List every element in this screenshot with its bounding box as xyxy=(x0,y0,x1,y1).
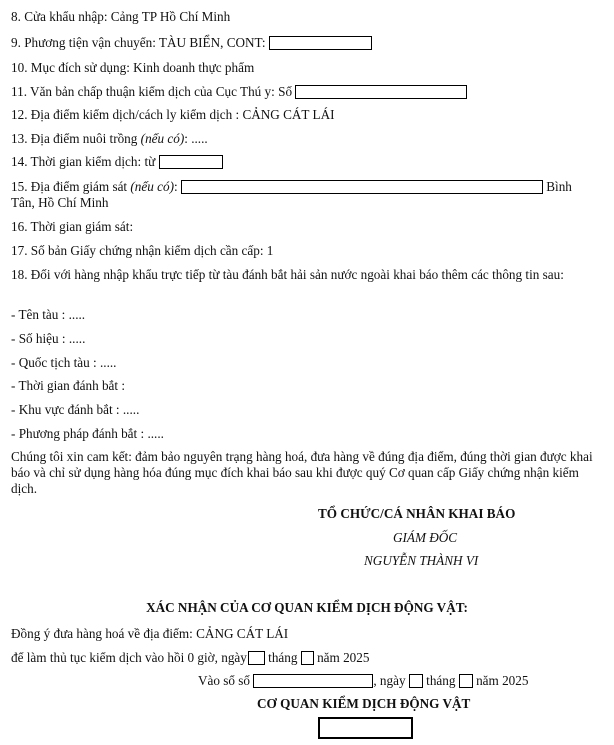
item-14-label: 14. Thời gian kiểm dịch: từ xyxy=(11,154,156,169)
item-15-suffix: : xyxy=(173,179,178,194)
item-14 xyxy=(11,154,223,170)
item-15-after: Bình xyxy=(546,179,572,194)
item-13-prefix: 13. Địa điểm nuôi trồng xyxy=(11,131,141,146)
commitment-paragraph: Chúng tôi xin cam kết: đảm bảo nguyên trạng hàng hoá, đưa hàng về đúng địa điểm, đúng thời gian được khai báo và chỉ sử dụng hàng hóa đúng mục đích khai báo sau khi được quý Cơ quan cấp Giấy chứng nhận kiểm dịch. xyxy=(11,449,593,496)
redacted-box xyxy=(253,674,373,688)
item-11-label: 11. Văn bản chấp thuận kiểm dịch của Cục Thú y: Số xyxy=(11,84,293,99)
item-10: 10. Mục đích sử dụng: Kinh doanh thực phẩm xyxy=(11,60,255,75)
item-9-label: 9. Phương tiện vận chuyển: TÀU BIỂN, CONT: xyxy=(11,35,266,50)
item-18: 18. Đối với hàng nhập khẩu trực tiếp từ tàu đánh bắt hải sản nước ngoài khai báo thêm các thông tin sau: xyxy=(11,267,564,282)
item-15 xyxy=(11,179,572,195)
redacted-box xyxy=(269,36,372,50)
confirmation-line-3-a: Vào sổ số xyxy=(198,673,251,688)
declarant-name: NGUYỄN THÀNH VI xyxy=(364,553,479,568)
fishing-vessel-name: - Tên tàu : ..... xyxy=(11,307,86,322)
redacted-box xyxy=(295,85,467,99)
declarant-org: TỔ CHỨC/CÁ NHÂN KHAI BÁO xyxy=(318,506,516,521)
confirmation-line-3 xyxy=(198,673,528,689)
item-15-line2: Tân, Hồ Chí Minh xyxy=(11,195,109,210)
redacted-box xyxy=(248,651,265,665)
confirmation-line-2-a: để làm thủ tục kiểm dịch vào hồi 0 giờ, ngày xyxy=(11,650,247,665)
fishing-area: - Khu vực đánh bắt : ..... xyxy=(11,402,140,417)
fishing-vessel-number: - Số hiệu : ..... xyxy=(11,331,86,346)
confirmation-line-3-b: , ngày xyxy=(373,673,406,688)
declarant-title: GIÁM ĐỐC xyxy=(393,530,458,545)
item-15-italic: (nếu có) xyxy=(130,179,174,194)
item-12: 12. Địa điểm kiểm dịch/cách ly kiểm dịch : CẢNG CÁT LÁI xyxy=(11,107,335,122)
item-15-prefix: 15. Địa điểm giám sát xyxy=(11,179,131,194)
item-9 xyxy=(11,35,372,51)
redacted-box xyxy=(409,674,423,688)
redacted-box xyxy=(301,651,314,665)
redacted-signature-box xyxy=(318,717,413,739)
confirmation-line-2 xyxy=(11,650,369,666)
item-13-italic: (nếu có) xyxy=(140,131,185,146)
item-8: 8. Cửa khẩu nhập: Cảng TP Hồ Chí Minh xyxy=(11,9,231,24)
confirmation-line-2-b: tháng xyxy=(268,650,298,665)
item-11 xyxy=(11,84,467,100)
confirmation-line-3-d: năm 2025 xyxy=(476,673,529,688)
item-13-suffix: : ..... xyxy=(184,131,208,146)
item-13 xyxy=(11,131,208,147)
confirmation-heading: XÁC NHẬN CỦA CƠ QUAN KIỂM DỊCH ĐỘNG VẬT: xyxy=(146,600,468,615)
agency-title: CƠ QUAN KIỂM DỊCH ĐỘNG VẬT xyxy=(257,696,471,711)
confirmation-line-3-c: tháng xyxy=(426,673,456,688)
confirmation-line-2-c: năm 2025 xyxy=(317,650,370,665)
item-17: 17. Số bản Giấy chứng nhận kiểm dịch cần cấp: 1 xyxy=(11,243,274,258)
redacted-box xyxy=(459,674,473,688)
fishing-method: - Phương pháp đánh bắt : ..... xyxy=(11,426,164,441)
redacted-box xyxy=(159,155,223,169)
item-16: 16. Thời gian giám sát: xyxy=(11,219,134,234)
confirmation-line-1: Đồng ý đưa hàng hoá về địa điểm: CẢNG CÁT LÁI xyxy=(11,626,289,641)
fishing-time: - Thời gian đánh bắt : xyxy=(11,378,126,393)
redacted-box xyxy=(181,180,543,194)
fishing-vessel-nationality: - Quốc tịch tàu : ..... xyxy=(11,355,117,370)
